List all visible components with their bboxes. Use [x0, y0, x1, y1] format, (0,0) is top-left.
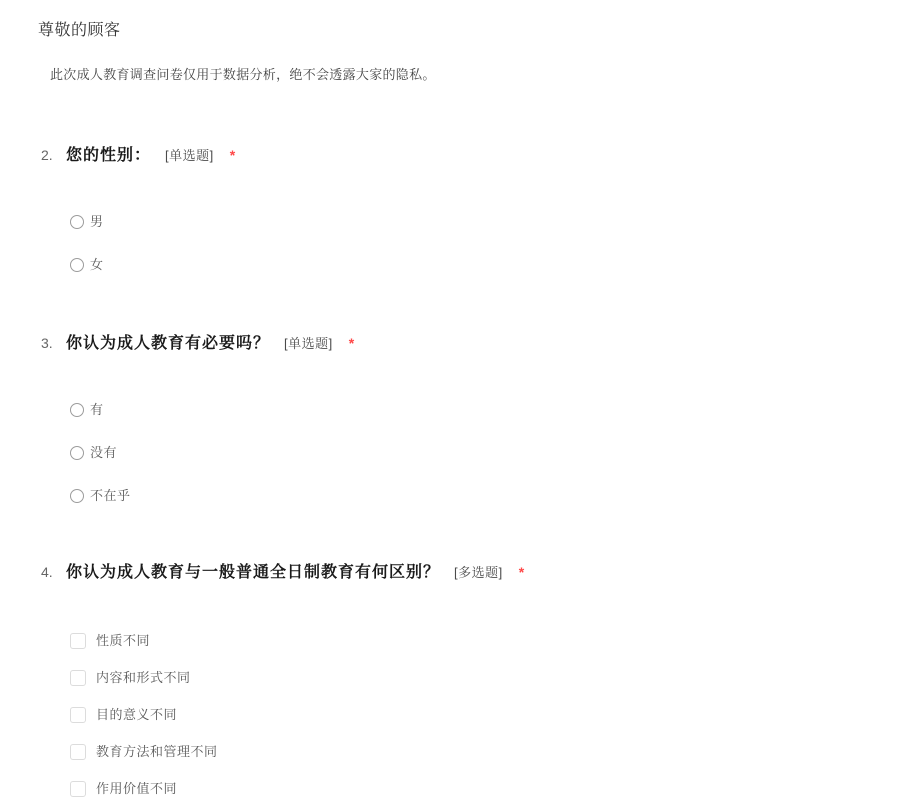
radio-icon[interactable]: [70, 489, 84, 503]
question-title: 你认为成人教育与一般普通全日制教育有何区别？: [66, 564, 441, 581]
question-header: [41, 333, 900, 354]
checkbox-option-value[interactable]: [70, 781, 900, 797]
question-type-tag: [多选题]: [454, 565, 503, 580]
question-gender: [0, 145, 900, 273]
question-necessity: [0, 333, 900, 504]
survey-description: 此次成人教育调查问卷仅用于数据分析，绝不会透露大家的隐私。: [50, 67, 436, 82]
radio-option-female[interactable]: [70, 257, 900, 273]
option-label: 内容和形式不同: [96, 670, 191, 685]
option-label: 目的意义不同: [96, 707, 178, 722]
checkbox-icon[interactable]: [70, 633, 86, 649]
checkbox-icon[interactable]: [70, 744, 86, 760]
option-label: 不在乎: [90, 488, 131, 503]
question-title: 你认为成人教育有必要吗？: [66, 335, 271, 352]
option-label: 女: [90, 257, 104, 272]
radio-icon[interactable]: [70, 215, 84, 229]
checkbox-icon[interactable]: [70, 707, 86, 723]
page-title: 尊敬的顾客: [38, 22, 121, 39]
option-label: 教育方法和管理不同: [96, 744, 218, 759]
question-header: [41, 145, 900, 166]
question-number: 3.: [41, 335, 53, 351]
checkbox-option-method-management[interactable]: [70, 744, 900, 760]
welcome-section: [0, 0, 900, 83]
question-title: 您的性别：: [66, 147, 152, 164]
radio-option-dont-care[interactable]: [70, 488, 900, 504]
checkbox-option-content-form[interactable]: [70, 670, 900, 686]
question-type-tag: [单选题]: [284, 336, 333, 351]
option-label: 性质不同: [96, 633, 151, 648]
radio-option-yes[interactable]: [70, 402, 900, 418]
radio-option-no[interactable]: [70, 445, 900, 461]
checkbox-icon[interactable]: [70, 781, 86, 797]
question-type-tag: [单选题]: [165, 148, 214, 163]
question-header: [41, 562, 900, 583]
required-asterisk: *: [229, 147, 236, 163]
radio-option-male[interactable]: [70, 214, 900, 230]
question-difference: [0, 562, 900, 797]
required-asterisk: *: [348, 335, 355, 351]
option-group: [70, 214, 900, 273]
option-label: 有: [90, 402, 104, 417]
radio-icon[interactable]: [70, 446, 84, 460]
radio-icon[interactable]: [70, 403, 84, 417]
option-group: [70, 633, 900, 797]
option-label: 作用价值不同: [96, 781, 178, 796]
radio-icon[interactable]: [70, 258, 84, 272]
checkbox-option-nature[interactable]: [70, 633, 900, 649]
required-asterisk: *: [518, 564, 525, 580]
checkbox-option-purpose[interactable]: [70, 707, 900, 723]
option-label: 男: [90, 214, 104, 229]
option-label: 没有: [90, 445, 118, 460]
question-number: 2.: [41, 147, 53, 163]
option-group: [70, 402, 900, 504]
question-number: 4.: [41, 564, 53, 580]
checkbox-icon[interactable]: [70, 670, 86, 686]
